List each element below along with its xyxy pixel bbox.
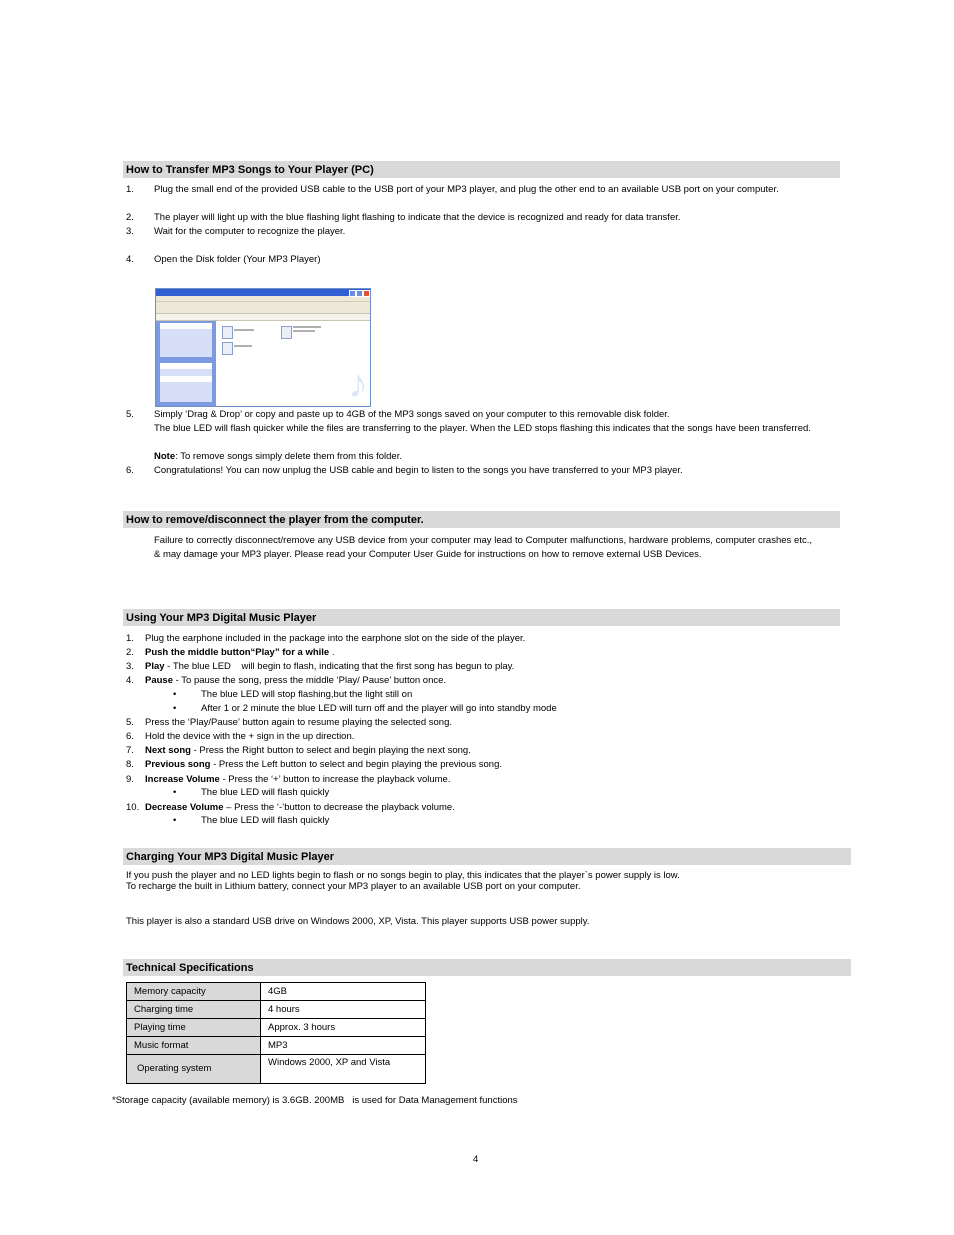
note-label: Note: [154, 451, 176, 462]
item-text: Pause - To pause the song, press the middle ‘Play/ Pause’ button once.: [145, 675, 447, 686]
charging-line-1: If you push the player and no LED lights begin to flash or no songs begin to play, this indicates that the player`s power supply is low.: [126, 870, 680, 881]
spec-key: Charging time: [127, 1001, 261, 1019]
step-number: 5.: [126, 409, 134, 420]
item-number: 3.: [126, 661, 134, 672]
spec-value: MP3: [261, 1037, 426, 1055]
explorer-window-screenshot: [155, 288, 371, 407]
item-text: Increase Volume - Press the ‘+’ button to increase the playback volume.: [145, 774, 451, 785]
spec-value: 4GB: [261, 983, 426, 1001]
item-text: Plug the earphone included in the package into the earphone slot on the side of the player.: [145, 633, 526, 644]
step-text: Wait for the computer to recognize the player.: [154, 226, 346, 237]
table-row: [127, 1037, 426, 1055]
spec-key: Music format: [127, 1037, 261, 1055]
page-number: 4: [473, 1154, 479, 1165]
item-number: 9.: [126, 774, 134, 785]
table-row: [127, 983, 426, 1001]
spec-key: Memory capacity: [127, 983, 261, 1001]
item-number: 5.: [126, 717, 134, 728]
item-number: 6.: [126, 731, 134, 742]
step-number: 1.: [126, 184, 134, 195]
item-number: 4.: [126, 675, 134, 686]
spec-key: Playing time: [127, 1019, 261, 1037]
step-text: Simply ‘Drag & Drop’ or copy and paste up to 4GB of the MP3 songs saved on your computer to this removable disk folder.: [154, 409, 670, 420]
spec-value: Approx. 3 hours: [261, 1019, 426, 1037]
storage-footnote: *Storage capacity (available memory) is 3.6GB. 200MB is used for Data Management functions: [112, 1095, 518, 1106]
item-text: Next song - Press the Right button to select and begin playing the next song.: [145, 745, 471, 756]
step-text: Open the Disk folder (Your MP3 Player): [154, 254, 321, 265]
step-number: 6.: [126, 465, 134, 476]
step-text: Plug the small end of the provided USB cable to the USB port of your MP3 player, and plug the other end to an available USB port on your computer.: [154, 184, 779, 195]
item-text: Decrease Volume – Press the ‘-’button to decrease the playback volume.: [145, 802, 455, 813]
table-row: [127, 1055, 426, 1084]
item-number: 2.: [126, 647, 134, 658]
table-row: [127, 1019, 426, 1037]
bullet-icon: •: [173, 787, 177, 798]
item-text: Previous song - Press the Left button to select and begin playing the previous song.: [145, 759, 502, 770]
spec-value: Windows 2000, XP and Vista: [261, 1055, 426, 1084]
item-text: Hold the device with the + sign in the up direction.: [145, 731, 355, 742]
table-row: [127, 1001, 426, 1019]
bullet-text: After 1 or 2 minute the blue LED will turn off and the player will go into standby mode: [201, 703, 557, 714]
section-heading-disconnect: How to remove/disconnect the player from the computer.: [123, 511, 840, 528]
bullet-text: The blue LED will flash quickly: [201, 815, 330, 826]
spec-value: 4 hours: [261, 1001, 426, 1019]
step-detail: The blue LED will flash quicker while the files are transferring to the player. When the LED stops flashing this indicates that the songs have been transferred.: [154, 423, 811, 434]
bullet-text: The blue LED will flash quickly: [201, 787, 330, 798]
bullet-icon: •: [173, 689, 177, 700]
item-number: 10.: [126, 802, 140, 813]
disconnect-paragraph: Failure to correctly disconnect/remove any USB device from your computer may lead to Computer malfunctions, hardware problems, computer crashes etc., & may damage your MP3 player. Please read your Computer User Guide for instructions on how to remove external USB Devices.: [154, 535, 812, 560]
section-heading-using: Using Your MP3 Digital Music Player: [123, 609, 840, 626]
step-text: The player will light up with the blue flashing light flashing to indicate that the device is recognized and ready for data transfer.: [154, 212, 681, 223]
item-text: Play - The blue LED will begin to flash, indicating that the first song has begun to play.: [145, 661, 515, 672]
charging-line-2: To recharge the built in Lithium battery, connect your MP3 player to an available USB port on your computer.: [126, 881, 581, 892]
section-heading-transfer: How to Transfer MP3 Songs to Your Player (PC): [123, 161, 840, 178]
bullet-icon: •: [173, 703, 177, 714]
item-number: 7.: [126, 745, 134, 756]
music-note-icon: ♪: [348, 362, 368, 406]
usb-drive-line: This player is also a standard USB drive on Windows 2000, XP, Vista. This player supports USB power supply.: [126, 916, 590, 927]
item-text: Push the middle button“Play” for a while .: [145, 647, 335, 658]
item-text: Press the ‘Play/Pause’ button again to resume playing the selected song.: [145, 717, 453, 728]
item-number: 1.: [126, 633, 134, 644]
step-number: 3.: [126, 226, 134, 237]
section-heading-specs: Technical Specifications: [123, 959, 851, 976]
step-note: [154, 450, 812, 464]
bullet-text: The blue LED will stop flashing,but the light still on: [201, 689, 413, 700]
step-text: Congratulations! You can now unplug the USB cable and begin to listen to the songs you have transferred to your MP3 player.: [154, 465, 683, 476]
spec-key: Operating system: [127, 1055, 261, 1084]
step-number: 4.: [126, 254, 134, 265]
specifications-table: [126, 982, 426, 1084]
section-heading-charging: Charging Your MP3 Digital Music Player: [123, 848, 851, 865]
note-text: : To remove songs simply delete them from this folder.: [175, 451, 402, 462]
bullet-icon: •: [173, 815, 177, 826]
step-number: 2.: [126, 212, 134, 223]
item-number: 8.: [126, 759, 134, 770]
